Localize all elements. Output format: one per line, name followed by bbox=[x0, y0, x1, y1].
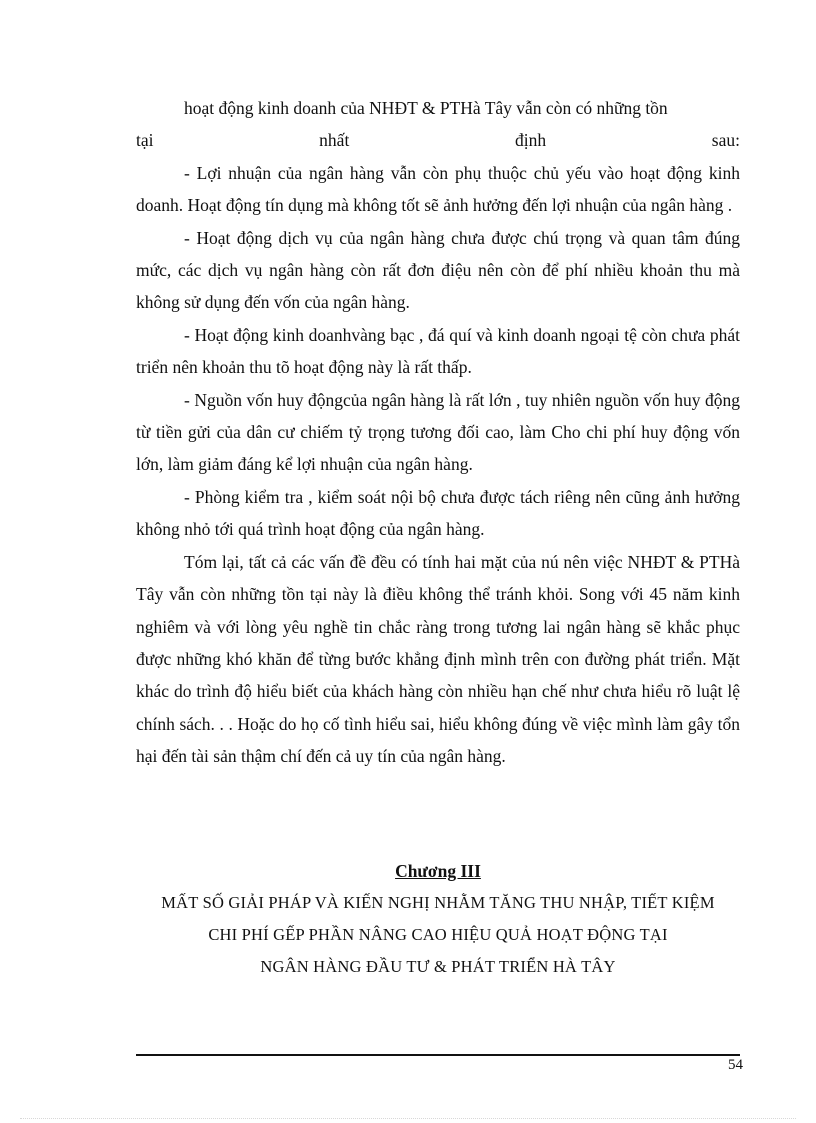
paragraph-summary: Tóm lại, tất cả các vấn đề đều có tính hai mặt của nú nên việc NHĐT & PTHà Tây vẫn còn những tồn tại này là điều không thể tránh khỏi. Song với 45 năm kinh nghiêm và với lòng yêu nghề tin chắc ràng trong tương lai ngân hàng sẽ khắc phục được những khó khăn để từng bước khẳng định mình trên con đường phát triển. Mặt khác do trình độ hiểu biết của khách hàng còn nhiều hạn chế như chưa hiểu rõ luật lệ chính sách. . . Hoặc do họ cố tình hiểu sai, hiểu không đúng về việc mình làm gây tổn hại đến tài sản thậm chí đến cả uy tín của ngân hàng. bbox=[136, 551, 740, 767]
paragraph-services: - Hoạt động dịch vụ của ngân hàng chưa được chú trọng và quan tâm đúng mức, các dịch vụ ngân hàng còn rất đơn điệu nên còn để phí nhiều khoản thu mà không sử dụng đến vốn của ngân hàng. bbox=[136, 227, 740, 313]
paragraph-gold-trading: - Hoạt động kinh doanhvàng bạc , đá quí và kinh doanh ngoại tệ còn chưa phát triển nên khoản thu tõ hoạt động này là rất thấp. bbox=[136, 324, 740, 378]
chapter-heading bbox=[136, 855, 740, 983]
chapter-label: Chương III bbox=[395, 861, 481, 881]
spread-word: tại bbox=[136, 130, 154, 151]
spread-line bbox=[136, 124, 740, 156]
paragraph-profit: - Lợi nhuận của ngân hàng vẫn còn phụ thuộc chủ yếu vào hoạt động kinh doanh. Hoạt động tín dụng mà không tốt sẽ ảnh hưởng đến lợi nhuận của ngân hàng . bbox=[136, 162, 740, 216]
chapter-title-line: NGÂN HÀNG ĐẦU TƯ & PHÁT TRIỂN HÀ TÂY bbox=[260, 957, 616, 976]
footer-rule bbox=[136, 1054, 740, 1056]
intro-line: hoạt động kinh doanh của NHĐT & PTHà Tây vẫn còn có những tồn bbox=[184, 98, 668, 118]
spread-word: sau: bbox=[711, 130, 740, 151]
chapter-title-line: CHI PHÍ GẾP PHẦN NÂNG CAO HIỆU QUẢ HOẠT ĐỘNG TẠI bbox=[208, 925, 668, 944]
spread-word: định bbox=[514, 130, 547, 151]
page-edge-dots bbox=[20, 1118, 796, 1119]
chapter-title-line: MẤT SỐ GIẢI PHÁP VÀ KIẾN NGHỊ NHẰM TĂNG THU NHẬP, TIẾT KIỆM bbox=[161, 893, 715, 912]
page-number: 54 bbox=[728, 1057, 743, 1073]
body-text bbox=[136, 92, 740, 773]
paragraph-capital: - Nguồn vốn huy độngcủa ngân hàng là rất lớn , tuy nhiên nguồn vốn huy động từ tiền gửi của dân cư chiếm tỷ trọng tương đối cao, làm Cho chi phí huy động vốn lớn, làm giảm đáng kể lợi nhuận của ngân hàng. bbox=[136, 389, 740, 475]
paragraph-audit: - Phòng kiểm tra , kiểm soát nội bộ chưa được tách riêng nên cũng ảnh hưởng không nhỏ tới quá trình hoạt động của ngân hàng. bbox=[136, 486, 740, 540]
spread-word: nhất bbox=[319, 130, 350, 151]
